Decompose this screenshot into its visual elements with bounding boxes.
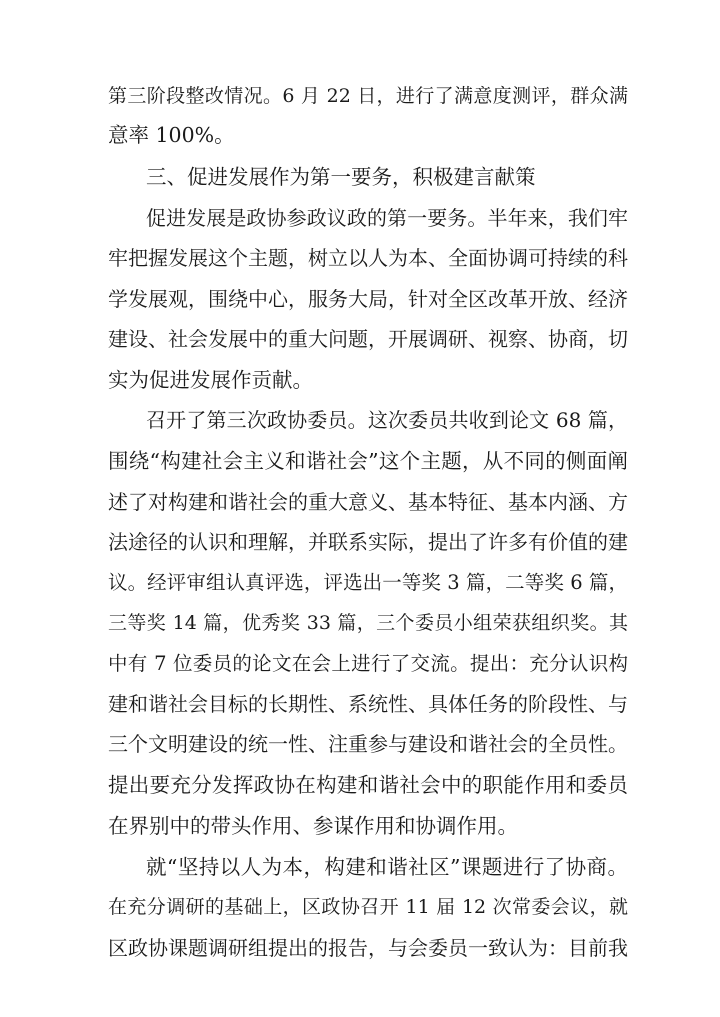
text-line-13: 议。经评审组认真评选，评选出一等奖 3 篇，二等奖 6 篇，: [108, 571, 628, 594]
text-line-5: 牢把握发展这个主题，树立以人为本、全面协调可持续的科: [108, 246, 628, 270]
text-line-12: 法途径的认识和理解，并联系实际，提出了许多有价值的建: [108, 530, 628, 554]
text-line-20: 就“坚持以人为本，构建和谐社区”课题进行了协商。: [146, 855, 628, 879]
text-line-1: 第三阶段整改情况。6 月 22 日，进行了满意度测评，群众满: [108, 85, 628, 107]
text-line-2: 意率 100%。: [108, 123, 235, 147]
text-line-8: 实为促进发展作贡献。: [108, 368, 313, 392]
text-line-22: 区政协课题调研组提出的报告，与会委员一致认为：目前我: [108, 936, 628, 960]
text-line-21: 在充分调研的基础上，区政协召开 11 届 12 次常委会议，就: [108, 896, 628, 918]
text-line-18: 提出要充分发挥政协在构建和谐社会中的职能作用和委员: [108, 773, 628, 797]
text-line-7: 建设、社会发展中的重大问题，开展调研、视察、协商，切: [108, 327, 628, 351]
text-line-19: 在界别中的带头作用、参谋作用和协调作用。: [108, 814, 518, 838]
text-line-15: 中有 7 位委员的论文在会上进行了交流。提出：充分认识构: [108, 652, 628, 675]
text-line-14: 三等奖 14 篇，优秀奖 33 篇，三个委员小组荣获组织奖。其: [108, 612, 628, 634]
section-heading: 三、促进发展作为第一要务，积极建言献策: [146, 165, 536, 189]
text-line-6: 学发展观，围绕中心，服务大局，针对全区改革开放、经济: [108, 287, 628, 311]
text-line-16: 建和谐社会目标的长期性、系统性、具体任务的阶段性、与: [108, 692, 628, 716]
text-line-10: 围绕“构建社会主义和谐社会”这个主题，从不同的侧面阐: [108, 449, 628, 473]
text-line-9: 召开了第三次政协委员。这次委员共收到论文 68 篇，: [146, 408, 628, 432]
text-line-11: 述了对构建和谐社会的重大意义、基本特征、基本内涵、方: [108, 490, 628, 514]
text-line-4: 促进发展是政协参政议政的第一要务。半年来，我们牢: [146, 206, 628, 230]
text-line-17: 三个文明建设的统一性、注重参与建设和谐社会的全员性。: [108, 732, 628, 756]
